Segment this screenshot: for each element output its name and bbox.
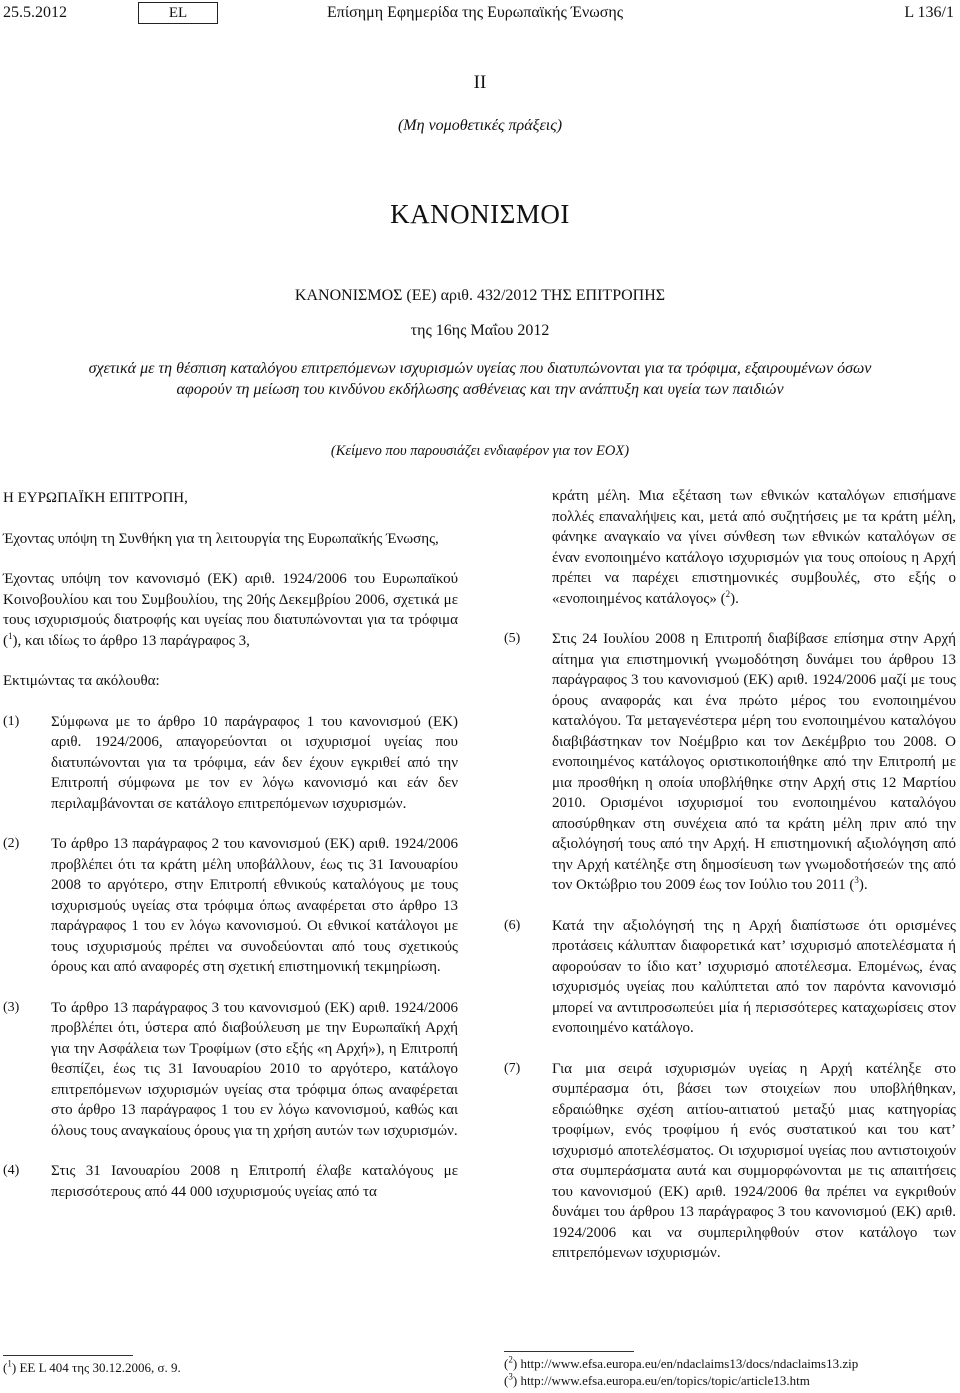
non-legislative-label: (Μη νομοθετικές πράξεις): [397, 117, 563, 134]
recital-text: Το άρθρο 13 παράγραφος 3 του κανονισμού (ΕΚ) αριθ. 1924/2006 προβλέπει ότι, ύστερα από διαβούλευση με την Ευρωπαϊκή Αρχή για την Ασφάλεια των Τροφίμων (στο εξής «η Αρχή»), η Επιτροπή θεσπίζει, έως τις 31 Ιανουαρίου 2010 το αργότερο, κατάλογο επιτρεπόμενων ισχυρισμών υγείας στα τρόφιμα όπως αναφέρεται στο άρθρο 13 παράγραφος 1 του εν λόγω κανονισμού, καθώς και όλους τους αναγκαίους όρους για τη χρήση αυτών των ισχυρισμών.: [51, 999, 458, 1139]
recital-number: (3): [3, 999, 20, 1015]
recital-continuation: κράτη μέλη. Μια εξέταση των εθνικών καταλόγων επισήμανε πολλές επαναλήψεις και, μετά από συζητήσεις με τα κράτη μέλη, φάνηκε αναγκαίο να γίνει σύνθεση των εθνικών καταλόγων σε έναν ενοποιημένο κατάλογο ισχυρισμών για τους οποίους η Αρχή πρέπει να παρέχει επιστημονικές συμβουλές, στο εξής ο «ενοποιημένος κατάλογος» ($^2$).: [552, 488, 956, 607]
recital-text: Το άρθρο 13 παράγραφος 2 του κανονισμού (ΕΚ) αριθ. 1924/2006 προβλέπει ότι τα κράτη μέλη υποβάλλουν, έως τις 31 Ιανουαρίου 2008 το αργότερο, στην Επιτροπή εθνικούς καταλόγους με τους ισχυρισμούς υγείας στα τρόφιμα όπως αναφέρεται στο άρθρο 13 παράγραφος 1 του εν λόγω κανονισμού. Οι εθνικοί κατάλογοι με τους ισχυρισμούς πρέπει να συνοδεύονται από τους σχετικούς όρους και από αναφορές στη σχετική επιστημονική τεκμηρίωση.: [51, 836, 458, 975]
section-number: II: [473, 72, 487, 93]
footnote: ($^2$) http://www.efsa.europa.eu/en/ndaclaims13/docs/ndaclaims13.zip: [504, 1354, 859, 1371]
footnote: ($^3$) http://www.efsa.europa.eu/en/topics/topic/article13.htm: [504, 1371, 810, 1388]
recital-number: (2): [3, 836, 20, 851]
treaty-citation: Έχοντας υπόψη τη Συνθήκη για τη λειτουργία της Ευρωπαϊκής Ένωσης,: [3, 530, 439, 547]
footnotes-right: [504, 1355, 858, 1389]
footnote-ref: 2: [725, 588, 731, 599]
journal-title: Επίσημη Εφημερίδα της Ευρωπαϊκής Ένωσης: [327, 4, 624, 21]
recital-number: (6): [504, 917, 521, 933]
regulations-heading: ΚΑΝΟΝΙΣΜΟΙ: [390, 199, 570, 229]
recital: [3, 998, 458, 1142]
regulation-date: της 16ης Μαΐου 2012: [410, 322, 550, 339]
continuation-text: κράτη μέλη. Μια εξέταση των εθνικών καταλόγων επισήμανε πολλές επαναλήψεις και, μετά από συζητήσεις με τα κράτη μέλη, φάνηκε αναγκαίο να γίνει σύνθεση των εθνικών καταλόγων σε έναν ενοποιημένο κατάλογο ισχυρισμών για τους οποίους η Αρχή πρέπει να παρέχει επιστημονικές συμβουλές, στο εξής ο «ενοποιημένος κατάλογος»: [552, 488, 956, 607]
recital: [3, 1161, 458, 1202]
recital-number: (5): [504, 631, 521, 646]
right-column: [504, 486, 956, 1284]
recital-text: Για μια σειρά ισχυρισμών υγείας η Αρχή κατέληξε στο συμπέρασμα ότι, βάσει των στοιχείων που υποβλήθηκαν, εδραιώθηκε σχέση αιτίου-αιτιατού μεταξύ μιας κατηγορίας τροφίμων, ενός τροφίμου ή ενός συστατικού και του κατ’ ισχυρισμό αποτελέσματος. Οι ισχυρισμοί υγείας που αντιστοιχούν στα συμπεράσματα αυτά και συμμορφώνονται με τις απαιτήσεις του κανονισμού (ΕΚ) αριθ. 1924/2006 θα πρέπει να εγκριθούν δυνάμει του άρθρου 13 παράγραφος 3 του κανονισμού (ΕΚ) αριθ. 1924/2006 και να συμπεριληφθούν στον κατάλογο των επιτρεπόμενων ισχυρισμών.: [552, 1060, 956, 1261]
footnotes-left: ($^1$) ΕΕ L 404 της 30.12.2006, σ. 9.: [3, 1358, 181, 1375]
footnote-divider: [3, 1355, 133, 1356]
regulation-subject: σχετικά με τη θέσπιση καταλόγου επιτρεπόμενων ισχυρισμών υγείας που διατυπώνονται για τα τρόφιμα, εξαιρουμένων όσων αφορούν τη μείωση του κινδύνου εκδήλωσης ασθένειας και την ανάπτυξη και υγεία των παιδιών: [88, 360, 872, 398]
recital: [504, 916, 956, 1039]
regulation-citation: Έχοντας υπόψη τον κανονισμό (ΕΚ) αριθ. 1924/2006 του Ευρωπαϊκού Κοινοβουλίου και του Συμβουλίου, της 20ής Δεκεμβρίου 2006, σχετικά με τους ισχυρισμούς διατροφής και υγείας που διατυπώνονται για τα τρόφιμα ($^1$), και ιδίως το άρθρο 13 παράγραφος 3,: [3, 571, 458, 649]
recital: [3, 712, 458, 815]
eea-relevance-note: (Κείμενο που παρουσιάζει ενδιαφέρον για τον ΕΟΧ): [330, 443, 630, 459]
language-code-box: EL: [138, 2, 218, 24]
recital: [504, 1059, 956, 1264]
recital-number: (1): [3, 713, 20, 729]
footnote-ref: 1: [8, 630, 13, 641]
recital-text: Στις 31 Ιανουαρίου 2008 η Επιτροπή έλαβε καταλόγους με περισσότερους από 44 000 ισχυρισμούς υγείας από τα: [51, 1163, 458, 1200]
recital: [3, 834, 458, 978]
footnote-divider: [504, 1351, 634, 1352]
publication-date: 25.5.2012: [3, 4, 67, 21]
footnote-text: ΕΕ L 404 της 30.12.2006, σ. 9.: [19, 1360, 181, 1375]
left-column: [3, 488, 458, 1222]
page-reference: L 136/1: [904, 4, 954, 21]
footnote-ref: 3: [854, 875, 859, 885]
regulation-title: ΚΑΝΟΝΙΣΜΟΣ (ΕΕ) αριθ. 432/2012 ΤΗΣ ΕΠΙΤΡΟΠΗΣ: [294, 287, 666, 304]
whereas-line: Εκτιμώντας τα ακόλουθα:: [3, 673, 160, 689]
recital-text: Κατά την αξιολόγησή της η Αρχή διαπίστωσε ότι ορισμένες προτάσεις κάλυπταν διαφορετικά κατ’ ισχυρισμό αποτελέσματα ή αφορούσαν το ίδιο κατ’ ισχυρισμό αποτέλεσμα. Επομένως, ένας ισχυρισμός υγείας που καλύπτεται από τον παρόντα κανονισμό μπορεί να αντιπροσωπεύει μία ή περισσότερες καταχωρίσεις στον ενοποιημένο κατάλογο.: [552, 917, 956, 1036]
recital-number: (4): [3, 1163, 20, 1178]
recital: (5) Στις 24 Ιουλίου 2008 η Επιτροπή διαβίβασε επίσημα στην Αρχή αίτημα για επιστημονική γνωμοδότηση δυνάμει του άρθρου 13 παράγραφος 3 του κανονισμού (ΕΚ) αριθ. 1924/2006 μαζί με τους όρους αναφοράς και ένα πρώτο μέρος του ενοποιημένου καταλόγου. Τα μεταγενέστερα μέρη του ενοποιημένου καταλόγου διαβιβάστηκαν τον Νοέμβριο και τον Δεκέμβριο του 2008. Ο ενοποιημένος κατάλογος οριστικοποιήθηκε από την Επιτροπή με μια προσθήκη η οποία υποβλήθηκε στην Αρχή στις 12 Μαρτίου 2010. Ορισμένοι ισχυρισμοί του ενοποιημένου καταλόγου αποσύρθηκαν στη συνέχεια από τα κράτη μέλη πριν από την αξιολόγησή τους από την Αρχή. Η επιστημονική αξιολόγηση από την Αρχή κατέληξε στη δημοσίευση των γνωμοδοτήσεών της από τον Οκτώβριο του 2009 έως τον Ιούλιο του 2011 ($^3$).: [504, 629, 956, 896]
commission-line: Η ΕΥΡΩΠΑΪΚΗ ΕΠΙΤΡΟΠΗ,: [3, 490, 188, 506]
recital-text: Σύμφωνα με το άρθρο 10 παράγραφος 1 του κανονισμού (ΕΚ) αριθ. 1924/2006, απαγορεύονται οι ισχυρισμοί υγείας που διατυπώνονται για τα τρόφιμα, εάν δεν έχουν εγκριθεί από την Επιτροπή σύμφωνα με τον εν λόγω κανονισμό και εάν δεν περιλαμβάνονται σε κατάλογο επιτρεπόμενων ισχυρισμών.: [51, 713, 458, 812]
recital-number: (7): [504, 1060, 521, 1076]
footnote-url[interactable]: http://www.efsa.europa.eu/en/topics/topic/article13.htm: [520, 1373, 810, 1388]
recital-text: Στις 24 Ιουλίου 2008 η Επιτροπή διαβίβασε επίσημα στην Αρχή αίτημα για επιστημονική γνωμοδότηση δυνάμει του άρθρου 13 παράγραφος 3 του κανονισμού (ΕΚ) αριθ. 1924/2006 μαζί με τους όρους αναφοράς και ένα πρώτο μέρος του ενοποιημένου καταλόγου. Τα μεταγενέστερα μέρη του ενοποιημένου καταλόγου διαβιβάστηκαν τον Νοέμβριο και τον Δεκέμβριο του 2008. Ο ενοποιημένος κατάλογος οριστικοποιήθηκε από την Επιτροπή με μια προσθήκη η οποία υποβλήθηκε στην Αρχή στις 12 Μαρτίου 2010. Ορισμένοι ισχυρισμοί του ενοποιημένου καταλόγου αποσύρθηκαν στη συνέχεια από τα κράτη μέλη πριν από την αξιολόγησή τους από την Αρχή. Η επιστημονική αξιολόγηση από την Αρχή κατέληξε στη δημοσίευση των γνωμοδοτήσεών της από τον Οκτώβριο του 2009 έως τον Ιούλιο του 2011: [552, 631, 956, 893]
running-header: [0, 4, 960, 26]
footnote-url[interactable]: http://www.efsa.europa.eu/en/ndaclaims13/docs/ndaclaims13.zip: [520, 1356, 859, 1371]
